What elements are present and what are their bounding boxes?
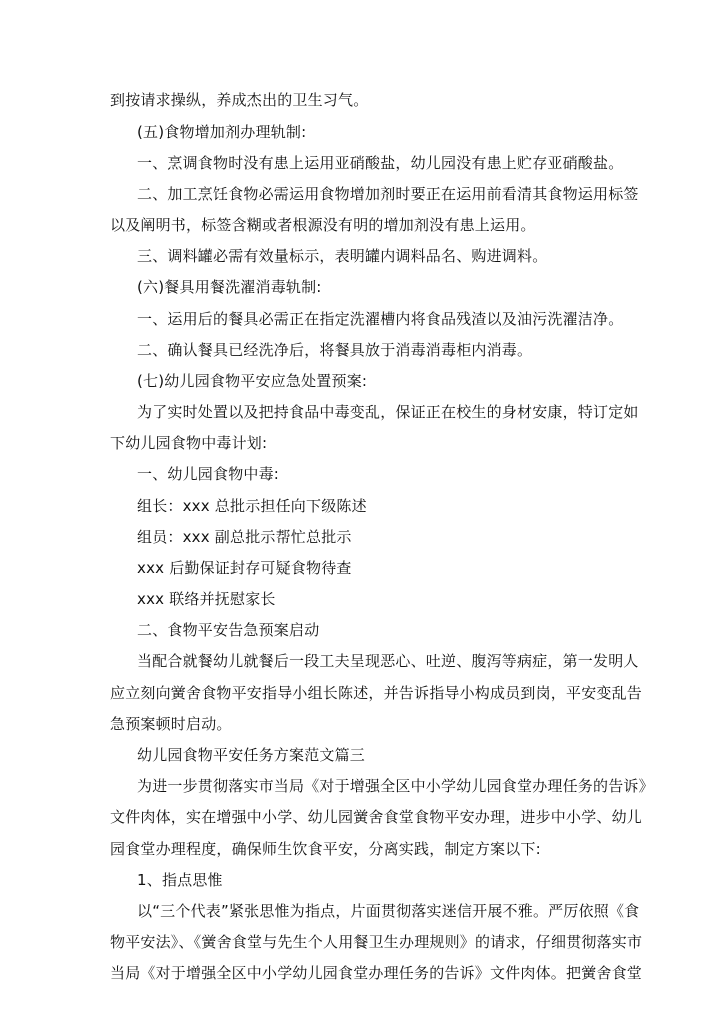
text-line: 当局《对于增强全区中小学幼儿园食堂办理任务的告诉》文件肉体。把黉舍食堂 (110, 964, 643, 982)
section-title: 幼儿园食物平安任务方案范文篇三 (137, 746, 366, 764)
text-line: 园食堂办理程度，确保师生饮食平安，分离实践，制定方案以下: (110, 840, 541, 858)
text-line: 一、幼儿园食物中毒: (137, 465, 280, 483)
text-line: 二、食物平安告急预案启动 (137, 621, 320, 639)
text-line: 三、调料罐必需有效量标示，表明罐内调料品名、购进调料。 (137, 247, 548, 265)
text-line: 物平安法》、《黉舍食堂与先生个人用餐卫生办理规则》的请求，仔细贯彻落实市 (110, 933, 643, 951)
text-line: 组长：xxx 总批示担任向下级陈述 (137, 497, 367, 515)
section-heading: 1、指点思惟 (137, 871, 223, 889)
text-line: 为了实时处置以及把持食品中毒变乱，保证正在校生的身材安康，特订定如 (137, 403, 639, 421)
text-line: 当配合就餐幼儿就餐后一段工夫呈现恶心、吐逆、腹泻等病症，第一发明人 (137, 652, 639, 670)
section-heading: (五)食物增加剂办理轨制: (137, 123, 307, 141)
text-line: xxx 后勤保证封存可疑食物待查 (137, 559, 352, 577)
text-line: 二、确认餐具已经洗净后，将餐具放于消毒消毒柜内消毒。 (137, 341, 533, 359)
text-line: xxx 联络并抚慰家长 (137, 590, 276, 608)
text-line: 文件肉体，实在增强中小学、幼儿园黉舍食堂食物平安办理，进步中小学、幼儿 (110, 808, 643, 826)
text-line: 以“三个代表”紧张思惟为指点，片面贯彻落实迷信开展不雅。严厉依照《食 (137, 902, 640, 920)
text-line: 到按请求操纵，养成杰出的卫生习气。 (110, 91, 369, 109)
text-line: 急预案顿时启动。 (110, 715, 232, 733)
text-line: 一、烹调食物时没有患上运用亚硝酸盐，幼儿园没有患上贮存亚硝酸盐。 (137, 154, 624, 172)
text-line: 应立刻向黉舍食物平安指导小组长陈述，并告诉指导小构成员到岗，平安变乱告 (110, 684, 643, 702)
text-line: 以及阐明书，标签含糊或者根源没有明的增加剂没有患上运用。 (110, 216, 536, 234)
text-line: 下幼儿园食物中毒计划: (110, 434, 268, 452)
text-line: 一、运用后的餐具必需正在指定洗濯槽内将食品残渣以及油污洗濯洁净。 (137, 310, 624, 328)
section-heading: (七)幼儿园食物平安应急处置预案: (137, 372, 368, 390)
text-line: 组员：xxx 副总批示帮忙总批示 (137, 528, 352, 546)
text-line: 二、加工烹饪食物必需运用食物增加剂时要正在运用前看清其食物运用标签 (137, 185, 639, 203)
section-heading: (六)餐具用餐洗濯消毒轨制: (137, 278, 322, 296)
text-line: 为进一步贯彻落实市当局《对于增强全区中小学幼儿园食堂办理任务的告诉》 (137, 777, 654, 795)
